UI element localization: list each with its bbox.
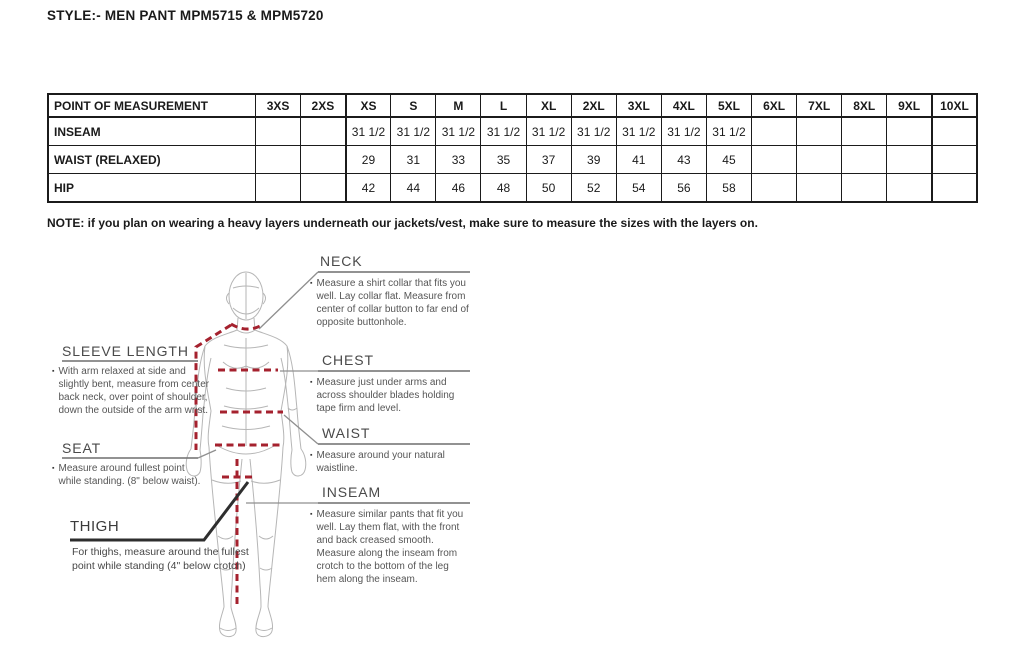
- size-column-header: 9XL: [887, 94, 932, 117]
- size-value-cell: [752, 146, 797, 174]
- neck-description: [310, 277, 470, 329]
- size-column-header: 2XS: [301, 94, 346, 117]
- waist-leader-line: [284, 415, 318, 444]
- size-column-header: M: [436, 94, 481, 117]
- size-value-cell: 31 1/2: [661, 117, 706, 146]
- size-value-cell: 31 1/2: [526, 117, 571, 146]
- size-column-header: 5XL: [706, 94, 751, 117]
- layers-note: NOTE: if you plan on wearing a heavy layers underneath our jackets/vest, make sure to measure the sizes with the layers on.: [47, 216, 758, 230]
- size-value-cell: [301, 146, 346, 174]
- size-column-header: S: [391, 94, 436, 117]
- inseam-label: [322, 484, 381, 500]
- size-column-header: 2XL: [571, 94, 616, 117]
- seat-description: [52, 462, 202, 488]
- size-value-cell: 54: [616, 174, 661, 203]
- size-value-cell: 41: [616, 146, 661, 174]
- size-value-cell: 52: [571, 174, 616, 203]
- size-column-header: 3XL: [616, 94, 661, 117]
- size-value-cell: 31: [391, 146, 436, 174]
- size-column-header: 6XL: [752, 94, 797, 117]
- waist-heading: WAIST: [322, 425, 371, 441]
- size-value-cell: 31 1/2: [346, 117, 391, 146]
- table-row: [48, 174, 977, 203]
- thigh-label: [70, 518, 119, 535]
- size-value-cell: [887, 146, 932, 174]
- size-value-cell: 50: [526, 174, 571, 203]
- size-value-cell: 33: [436, 146, 481, 174]
- size-value-cell: 44: [391, 174, 436, 203]
- size-value-cell: 31 1/2: [571, 117, 616, 146]
- neck-label: [320, 253, 363, 269]
- chest-heading: CHEST: [322, 352, 374, 368]
- waist-label: [322, 425, 370, 441]
- sleeve-length-description: [52, 365, 212, 417]
- size-value-cell: 42: [346, 174, 391, 203]
- size-column-header: 8XL: [842, 94, 887, 117]
- mannequin-outline: [186, 272, 306, 637]
- sleeve-length-label: [62, 343, 189, 359]
- size-value-cell: [842, 174, 887, 203]
- size-value-cell: 39: [571, 146, 616, 174]
- chest-description: [310, 376, 470, 415]
- row-label: INSEAM: [48, 117, 256, 146]
- thigh-description-text: For thighs, measure around the fullest point while standing (4" below crotch): [72, 546, 249, 572]
- size-column-header: 4XL: [661, 94, 706, 117]
- header-row: [48, 94, 977, 117]
- document-title: STYLE:- MEN PANT MPM5715 & MPM5720: [47, 8, 324, 23]
- size-column-header: 10XL: [932, 94, 977, 117]
- size-value-cell: [887, 174, 932, 203]
- size-chart-table: [47, 93, 978, 203]
- neck-description-text: Measure a shirt collar that fits you well. Lay collar flat. Measure from center of collar button to far end of opposite buttonhole.: [316, 278, 469, 328]
- size-value-cell: 37: [526, 146, 571, 174]
- size-value-cell: 31 1/2: [706, 117, 751, 146]
- row-label: HIP: [48, 174, 256, 203]
- size-value-cell: 56: [661, 174, 706, 203]
- bullet-marker: ▪: [310, 452, 313, 459]
- size-column-header: 3XS: [256, 94, 301, 117]
- size-value-cell: [752, 174, 797, 203]
- size-value-cell: 31 1/2: [616, 117, 661, 146]
- bullet-marker: ▪: [52, 465, 55, 472]
- size-value-cell: 31 1/2: [436, 117, 481, 146]
- size-value-cell: [752, 117, 797, 146]
- size-value-cell: [932, 117, 977, 146]
- table-row: [48, 146, 977, 174]
- size-value-cell: 35: [481, 146, 526, 174]
- size-value-cell: [932, 146, 977, 174]
- measurement-column-header: POINT OF MEASUREMENT: [48, 94, 256, 117]
- sleeve-length-description-text: With arm relaxed at side and slightly bent, measure from center back neck, over point of shoulder, down the outside of the arm wrist.: [58, 366, 210, 416]
- size-value-cell: 48: [481, 174, 526, 203]
- inseam-heading: INSEAM: [322, 484, 382, 500]
- size-value-cell: [932, 174, 977, 203]
- neck-measure-line: [231, 324, 260, 329]
- waist-description-text: Measure around your natural waistline.: [316, 450, 445, 474]
- size-value-cell: [256, 146, 301, 174]
- seat-heading: SEAT: [62, 440, 102, 456]
- size-value-cell: 45: [706, 146, 751, 174]
- size-value-cell: 43: [661, 146, 706, 174]
- size-column-header: XL: [526, 94, 571, 117]
- size-value-cell: [842, 117, 887, 146]
- seat-description-text: Measure around fullest point while standing. (8" below waist).: [58, 463, 201, 487]
- inseam-description-text: Measure similar pants that fit you well. Lay them flat, with the front and back creased smooth. Measure along the inseam from crotch to the bottom of the leg hem along the inseam.: [316, 509, 464, 585]
- size-value-cell: [797, 117, 842, 146]
- size-value-cell: [842, 146, 887, 174]
- bullet-marker: ▪: [52, 368, 55, 375]
- size-value-cell: 46: [436, 174, 481, 203]
- chest-description-text: Measure just under arms and across shoulder blades holding tape firm and level.: [316, 377, 455, 414]
- measurement-diagram: [40, 250, 520, 652]
- seat-label: [62, 440, 101, 456]
- size-column-header: 7XL: [797, 94, 842, 117]
- size-value-cell: 31 1/2: [391, 117, 436, 146]
- size-chart-header: [48, 94, 977, 117]
- size-value-cell: [301, 174, 346, 203]
- size-column-header: XS: [346, 94, 391, 117]
- size-value-cell: [256, 174, 301, 203]
- bullet-marker: ▪: [310, 379, 313, 386]
- sleeve-length-heading: SLEEVE LENGTH: [62, 343, 189, 359]
- inseam-description: [310, 508, 470, 586]
- thigh-heading: THIGH: [70, 518, 120, 535]
- size-column-header: L: [481, 94, 526, 117]
- waist-description: [310, 449, 455, 475]
- size-chart-body: [48, 117, 977, 202]
- chest-label: [322, 352, 374, 368]
- size-value-cell: [256, 117, 301, 146]
- bullet-marker: ▪: [310, 511, 313, 518]
- table-row: [48, 117, 977, 146]
- size-value-cell: 29: [346, 146, 391, 174]
- row-label: WAIST (RELAXED): [48, 146, 256, 174]
- neck-heading: NECK: [320, 253, 363, 269]
- size-value-cell: [797, 146, 842, 174]
- size-value-cell: [301, 117, 346, 146]
- size-value-cell: 58: [706, 174, 751, 203]
- size-value-cell: 31 1/2: [481, 117, 526, 146]
- bullet-marker: ▪: [310, 280, 313, 287]
- size-value-cell: [887, 117, 932, 146]
- thigh-description: [72, 545, 252, 573]
- size-value-cell: [797, 174, 842, 203]
